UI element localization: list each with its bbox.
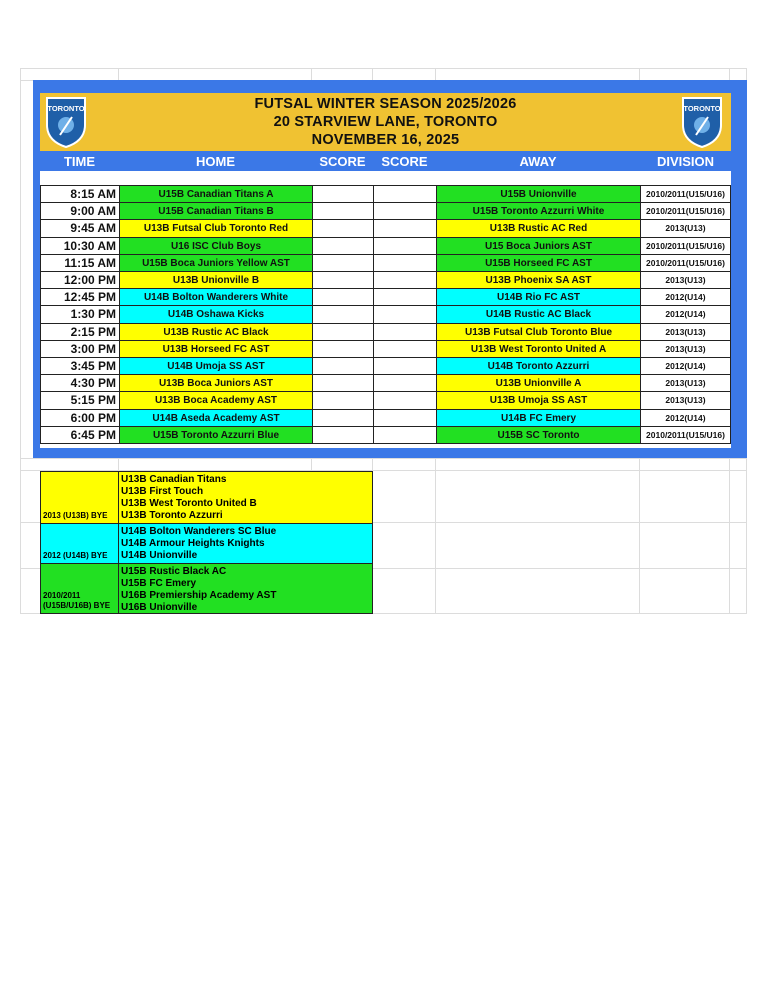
away-team: U14B Toronto Azzurri (436, 357, 641, 375)
game-time: 12:45 PM (40, 288, 120, 306)
away-team: U15B Unionville (436, 185, 641, 203)
bye-team: U16B Premiership Academy AST (121, 590, 277, 601)
division-cell: 2010/2011(U15/U16) (640, 202, 731, 220)
home-score-cell[interactable] (312, 219, 374, 237)
bye-team: U16B Unionville (121, 602, 198, 613)
away-score-cell[interactable] (373, 305, 437, 323)
division-cell: 2013(U13) (640, 391, 731, 409)
game-time: 10:30 AM (40, 237, 120, 255)
away-team: U15 Boca Juniors AST (436, 237, 641, 255)
away-score-cell[interactable] (373, 357, 437, 375)
column-header-score-home: SCORE (319, 154, 366, 169)
title-line-1: FUTSAL WINTER SEASON 2025/2026 (254, 96, 517, 112)
division-cell: 2013(U13) (640, 323, 731, 341)
home-team: U13B Boca Academy AST (119, 391, 313, 409)
home-team: U14B Umoja SS AST (119, 357, 313, 375)
home-team: U13B Boca Juniors AST (119, 374, 313, 392)
home-score-cell[interactable] (312, 426, 374, 444)
away-team: U14B FC Emery (436, 409, 641, 427)
away-team: U14B Rio FC AST (436, 288, 641, 306)
away-team: U14B Rustic AC Black (436, 305, 641, 323)
away-score-cell[interactable] (373, 323, 437, 341)
division-cell: 2013(U13) (640, 340, 731, 358)
away-team: U13B West Toronto United A (436, 340, 641, 358)
home-team: U13B Unionville B (119, 271, 313, 289)
game-time: 9:00 AM (40, 202, 120, 220)
away-team: U15B Toronto Azzurri White (436, 202, 641, 220)
away-score-cell[interactable] (373, 237, 437, 255)
division-cell: 2010/2011(U15/U16) (640, 426, 731, 444)
away-team: U15B Horseed FC AST (436, 254, 641, 272)
away-team: U13B Futsal Club Toronto Blue (436, 323, 641, 341)
bye-group (40, 563, 373, 614)
division-cell: 2012(U14) (640, 357, 731, 375)
away-score-cell[interactable] (373, 202, 437, 220)
game-time: 1:30 PM (40, 305, 120, 323)
away-score-cell[interactable] (373, 426, 437, 444)
svg-text:TORONTO: TORONTO (683, 104, 721, 113)
away-score-cell[interactable] (373, 219, 437, 237)
toronto-logo-left (44, 95, 88, 149)
home-team: U13B Rustic AC Black (119, 323, 313, 341)
home-score-cell[interactable] (312, 254, 374, 272)
away-team: U13B Unionville A (436, 374, 641, 392)
bye-team-list (121, 566, 276, 614)
column-header-home: HOME (196, 154, 235, 169)
bye-label-line: 2012 (U14B) BYE (43, 551, 108, 560)
game-time: 8:15 AM (40, 185, 120, 203)
home-team: U15B Canadian Titans A (119, 185, 313, 203)
home-score-cell[interactable] (312, 271, 374, 289)
away-team: U13B Rustic AC Red (436, 219, 641, 237)
game-time: 4:30 PM (40, 374, 120, 392)
bye-team: U14B Bolton Wanderers SC Blue (121, 526, 277, 537)
home-score-cell[interactable] (312, 288, 374, 306)
away-score-cell[interactable] (373, 340, 437, 358)
home-score-cell[interactable] (312, 305, 374, 323)
home-team: U15B Canadian Titans B (119, 202, 313, 220)
home-score-cell[interactable] (312, 409, 374, 427)
game-time: 9:45 AM (40, 219, 120, 237)
away-team: U15B SC Toronto (436, 426, 641, 444)
home-team: U13B Horseed FC AST (119, 340, 313, 358)
home-team: U14B Bolton Wanderers White (119, 288, 313, 306)
column-header-away: AWAY (519, 154, 557, 169)
away-score-cell[interactable] (373, 391, 437, 409)
home-score-cell[interactable] (312, 202, 374, 220)
division-cell: 2010/2011(U15/U16) (640, 237, 731, 255)
division-cell: 2012(U14) (640, 288, 731, 306)
column-header-division: DIVISION (656, 154, 715, 169)
title-line-3: NOVEMBER 16, 2025 (311, 132, 460, 148)
column-header-score-away: SCORE (381, 154, 428, 169)
division-cell: 2010/2011(U15/U16) (640, 254, 731, 272)
away-team: U13B Umoja SS AST (436, 391, 641, 409)
home-team: U16 ISC Club Boys (119, 237, 313, 255)
game-time: 11:15 AM (40, 254, 120, 272)
bye-label (41, 564, 119, 613)
bye-team: U13B Canadian Titans (121, 474, 227, 485)
bye-label-line: (U15B/U16B) BYE (43, 601, 111, 610)
home-score-cell[interactable] (312, 374, 374, 392)
game-time: 2:15 PM (40, 323, 120, 341)
division-cell: 2013(U13) (640, 374, 731, 392)
svg-text:TORONTO: TORONTO (47, 104, 85, 113)
division-cell: 2010/2011(U15/U16) (640, 185, 731, 203)
game-time: 12:00 PM (40, 271, 120, 289)
column-header-time: TIME (63, 154, 96, 169)
bye-team: U13B West Toronto United B (121, 498, 257, 509)
home-team: U15B Toronto Azzurri Blue (119, 426, 313, 444)
title-line-2: 20 STARVIEW LANE, TORONTO (273, 114, 498, 130)
division-cell: 2012(U14) (640, 409, 731, 427)
title-banner (40, 93, 731, 151)
bye-team: U13B Toronto Azzurri (121, 510, 223, 521)
home-team: U15B Boca Juniors Yellow AST (119, 254, 313, 272)
bye-team: U13B First Touch (121, 486, 204, 497)
bye-label (41, 472, 119, 523)
home-score-cell[interactable] (312, 357, 374, 375)
bye-label (41, 524, 119, 563)
toronto-logo-right (680, 95, 724, 149)
away-score-cell[interactable] (373, 254, 437, 272)
bye-team: U15B FC Emery (121, 578, 197, 589)
bye-team: U14B Armour Heights Knights (121, 538, 265, 549)
bye-label-line: 2010/2011 (43, 591, 81, 600)
game-time: 6:45 PM (40, 426, 120, 444)
home-score-cell[interactable] (312, 323, 374, 341)
bye-group (40, 523, 373, 564)
home-team: U14B Aseda Academy AST (119, 409, 313, 427)
away-score-cell[interactable] (373, 185, 437, 203)
away-team: U13B Phoenix SA AST (436, 271, 641, 289)
game-time: 3:00 PM (40, 340, 120, 358)
bye-label-line: 2013 (U13B) BYE (43, 511, 108, 520)
bye-team: U15B Rustic Black AC (121, 566, 227, 577)
division-cell: 2012(U14) (640, 305, 731, 323)
away-score-cell[interactable] (373, 288, 437, 306)
home-score-cell[interactable] (312, 185, 374, 203)
game-time: 5:15 PM (40, 391, 120, 409)
bye-team-list (121, 474, 257, 522)
bye-group (40, 471, 373, 524)
away-score-cell[interactable] (373, 271, 437, 289)
away-score-cell[interactable] (373, 409, 437, 427)
game-time: 6:00 PM (40, 409, 120, 427)
home-score-cell[interactable] (312, 237, 374, 255)
bye-team-list (121, 526, 276, 562)
division-cell: 2013(U13) (640, 219, 731, 237)
home-score-cell[interactable] (312, 391, 374, 409)
game-time: 3:45 PM (40, 357, 120, 375)
bye-team: U14B Unionville (121, 550, 198, 561)
home-score-cell[interactable] (312, 340, 374, 358)
home-team: U14B Oshawa Kicks (119, 305, 313, 323)
away-score-cell[interactable] (373, 374, 437, 392)
division-cell: 2013(U13) (640, 271, 731, 289)
home-team: U13B Futsal Club Toronto Red (119, 219, 313, 237)
